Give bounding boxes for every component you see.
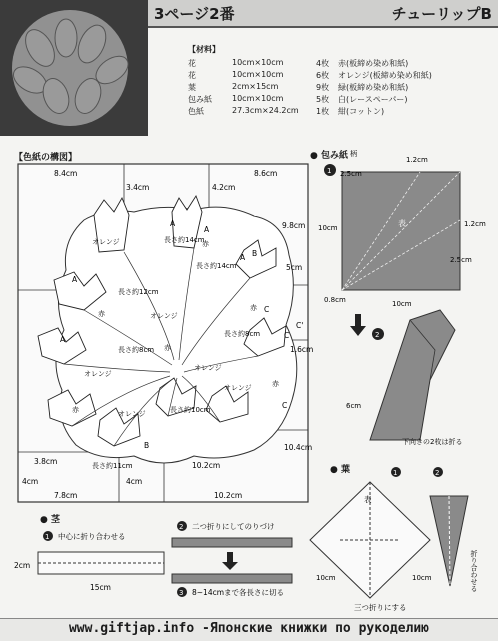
step-number: 2 (375, 331, 380, 339)
flower-label: 赤 (272, 380, 279, 388)
page-number-title: 3ページ2番 (154, 5, 235, 23)
wrap-diagram (310, 150, 495, 455)
flower-label: 長さ約10cm (170, 406, 211, 414)
dim-label: 10cm (316, 574, 336, 582)
dim-label: 10cm (392, 300, 412, 308)
svg-text:3: 3 (179, 589, 184, 597)
materials-title: 【材料】 (188, 45, 220, 54)
layout-title: 【色紙の構図】 (14, 153, 78, 163)
page-header (148, 0, 498, 28)
dim-label: 1.6cm (290, 345, 314, 354)
dim-label: 8.6cm (254, 169, 278, 178)
dim-label: 4cm (126, 477, 143, 486)
dim-label: 9.8cm (282, 221, 306, 230)
letter-label: B (252, 249, 258, 258)
flower-label: オレンジ (224, 384, 252, 392)
footer-watermark: www.giftjap.info -Японские книжки по рукоделию (0, 618, 498, 641)
stem-step2: 二つ折りにしてのりづけ (192, 522, 275, 531)
dim-label: 6cm (346, 402, 362, 410)
letter-label: A (72, 275, 78, 284)
stem-step3: 8~14cmまで各長さに切る (192, 588, 285, 597)
dim-label: 1.2cm (406, 156, 428, 164)
letter-label: B (144, 441, 150, 450)
letter-label: A (170, 219, 176, 228)
svg-text:1: 1 (45, 533, 50, 541)
step-number: 1 (327, 167, 332, 175)
front-label: 表 (364, 495, 372, 504)
dim-label: 10.2cm (192, 461, 221, 470)
leaf-diagram (300, 460, 495, 615)
dim-label: 4.2cm (212, 183, 236, 192)
dim-label: 4cm (22, 477, 39, 486)
project-title: チューリップB (391, 5, 492, 23)
flower-label: 長さ約14cm (196, 262, 237, 270)
flower-label: 長さ約14cm (164, 236, 205, 244)
layout-diagram (14, 160, 324, 505)
dim-label: 柄 (350, 150, 357, 158)
flower-label: オレンジ (150, 312, 178, 320)
dim-label: 10cm (412, 574, 432, 582)
flower-label: オレンジ (84, 370, 112, 378)
flower-label: 赤 (72, 406, 79, 414)
dim-label: 2.5cm (340, 170, 362, 178)
leaf-note: 三つ折りにする (354, 603, 407, 612)
stem-title: ● 茎 (40, 515, 61, 525)
dim-label: 10cm (318, 224, 338, 232)
letter-label: A (240, 253, 246, 262)
svg-text:1: 1 (393, 469, 398, 477)
leaf-note2: 折り合わせる (470, 550, 478, 592)
flower-label: 長さ約12cm (118, 288, 159, 296)
wrap-note: 下向きの2枚は折る (402, 438, 463, 446)
dim-label: 3.8cm (34, 457, 58, 466)
letter-label: C (282, 401, 288, 410)
flower-label: 赤 (98, 310, 105, 318)
flower-label: 長さ約11cm (92, 462, 133, 470)
dim-label: 0.8cm (324, 296, 346, 304)
stem-diagram (10, 520, 310, 620)
flower-label: 長さ約8cm (224, 330, 261, 338)
flower-label: 赤 (250, 304, 257, 312)
flower-label: オレンジ (118, 410, 146, 418)
wrap-title: ● 包み紙 (310, 151, 349, 161)
stem-step1: 中心に折り合わせる (58, 532, 126, 541)
flower-label: 赤 (164, 344, 171, 352)
tulip-photo (0, 0, 148, 136)
svg-text:2: 2 (435, 469, 440, 477)
dim-label: 15cm (90, 583, 111, 592)
flower-label: 長さ約8cm (118, 346, 155, 354)
dim-label: 10.2cm (214, 491, 243, 500)
dim-label: 2cm (14, 561, 31, 570)
svg-text:2: 2 (179, 523, 184, 531)
leaf-title: ● 葉 (330, 465, 351, 475)
flower-label: オレンジ (194, 364, 222, 372)
dim-label: 5cm (286, 263, 303, 272)
letter-label: C' (296, 321, 304, 330)
letter-label: A (204, 225, 210, 234)
dim-label: 1.2cm (464, 220, 486, 228)
flower-label: 赤 (202, 240, 209, 248)
dim-label: 2.5cm (450, 256, 472, 264)
dim-label: 7.8cm (54, 491, 78, 500)
dim-label: 8.4cm (54, 169, 78, 178)
front-label: 表 (398, 219, 406, 228)
letter-label: A (60, 335, 66, 344)
dim-label: 10.4cm (284, 443, 313, 452)
letter-label: C (264, 305, 270, 314)
letter-label: C (284, 331, 290, 340)
flower-label: オレンジ (92, 238, 120, 246)
dim-label: 3.4cm (126, 183, 150, 192)
